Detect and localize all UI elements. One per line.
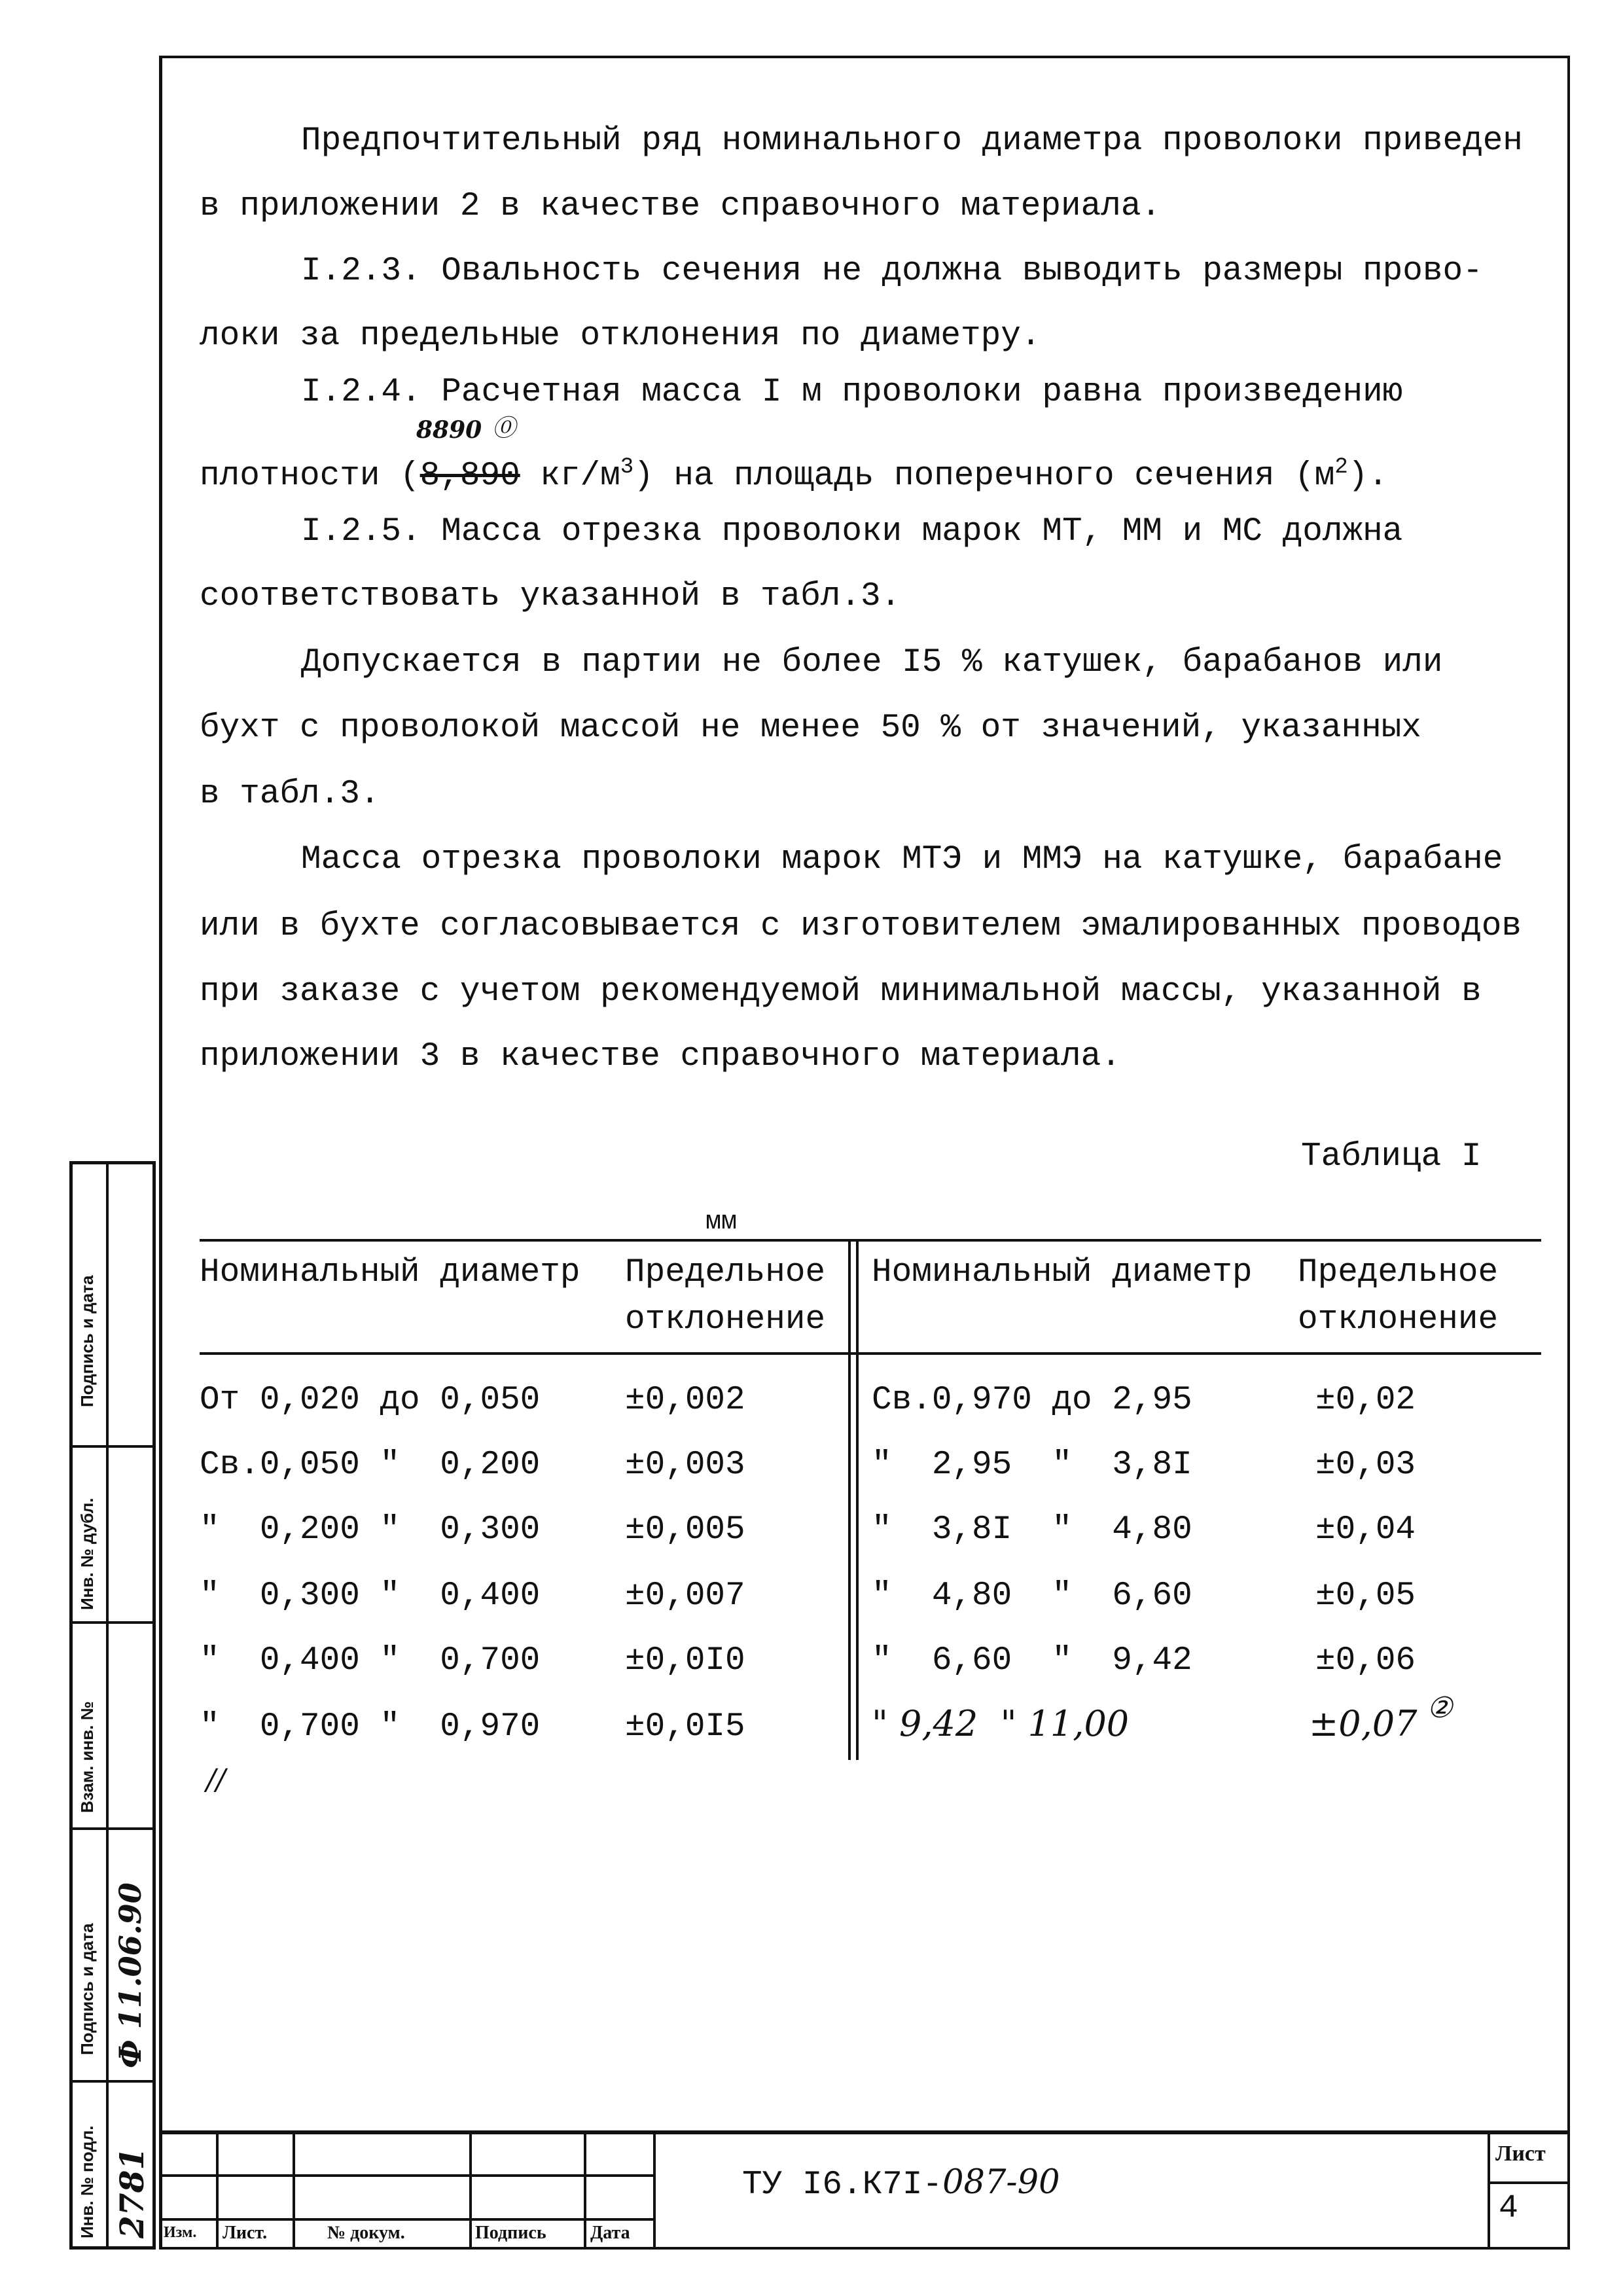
header-deviation: отклонение (625, 1301, 826, 1338)
paragraph-line: Предпочтительный ряд номинального диаметра проволоки приведен (301, 122, 1523, 160)
handwritten-signature-date: Ф 11.06.90 (113, 1882, 148, 2068)
text: плотности ( (200, 457, 420, 495)
table-cell-deviation: ±0,002 (625, 1382, 745, 1419)
table-cell-diameter: " 3,8I " 4,80 (872, 1511, 1192, 1549)
paragraph-line: I.2.5. Масса отрезка проволоки марок МТ, ММ и МС должна (301, 513, 1403, 550)
header-deviation: отклонение (1298, 1301, 1499, 1338)
paragraph-line: в табл.3. (200, 776, 380, 813)
table-cell-deviation: ±0,02 (1315, 1382, 1416, 1419)
table-cell-deviation-handwritten: ±0,07 (1309, 1703, 1418, 1744)
paragraph-line: при заказе с учетом рекомендуемой минимальной массы, указанной в (200, 973, 1482, 1011)
table-cell-diameter: " 2,95 " 3,8I (872, 1446, 1192, 1484)
divider (69, 1621, 156, 1624)
divider (69, 1445, 156, 1448)
divider (293, 2132, 295, 2250)
table-header-rule (200, 1352, 1541, 1355)
handwritten-correction: 8890 (416, 416, 482, 444)
table-cell-diameter: " 0,400 " 0,700 (200, 1642, 541, 1679)
text: ). (1347, 457, 1388, 495)
table-cell-deviation: ±0,007 (625, 1577, 745, 1615)
stamp-label: Взам. инв. № (77, 1701, 97, 1813)
divider (69, 2080, 156, 2083)
designation-handwritten: 087-90 (942, 2163, 1060, 2202)
table-cell-deviation: ±0,06 (1315, 1642, 1416, 1679)
table-cell-deviation: ±0,03 (1315, 1446, 1416, 1484)
divider (69, 1827, 156, 1830)
paragraph-line: или в бухте согласовывается с изготовителем эмалированных проводов (200, 908, 1522, 945)
table-cell-deviation: ±0,003 (625, 1446, 745, 1484)
table-cell-diameter: От 0,020 до 0,050 (200, 1382, 541, 1419)
table-cell-deviation: ±0,05 (1315, 1577, 1416, 1615)
paragraph-line: I.2.3. Овальность сечения не должна выводить размеры прово- (301, 253, 1483, 290)
paragraph-line: приложении 3 в качестве справочного материала. (200, 1038, 1121, 1075)
table-cell-diameter: " 6,60 " 9,42 (872, 1642, 1192, 1679)
divider (1488, 2181, 1570, 2184)
table-cell-diameter: " 0,300 " 0,400 (200, 1577, 541, 1615)
col-izm: Изм. (164, 2224, 197, 2241)
table-cell-deviation: ±0,005 (625, 1511, 745, 1549)
table-cell-diameter: " 0,200 " 0,300 (200, 1511, 541, 1549)
divider (469, 2132, 472, 2250)
paragraph-line: Допускается в партии не более I5 % катушек, барабанов или (301, 644, 1443, 681)
title-block-top (159, 2130, 1570, 2134)
col-list: Лист. (223, 2223, 268, 2243)
change-mark: ② (1427, 1691, 1453, 1725)
col-date: Дата (590, 2223, 630, 2243)
divider (584, 2132, 586, 2250)
paragraph-line: бухт с проволокой массой не менее 50 % от значений, указанных (200, 709, 1421, 747)
table-cell-deviation: ±0,0I0 (625, 1642, 745, 1679)
header-nominal-diameter: Номинальный диаметр (200, 1254, 580, 1291)
divider (653, 2132, 656, 2250)
paragraph-line: Масса отрезка проволоки марок МТЭ и ММЭ на катушке, барабане (301, 841, 1503, 878)
superscript: 2 (1334, 455, 1348, 480)
stamp-label: Инв. № подл. (77, 2125, 97, 2238)
designation-typed: ТУ I6.К7I- (742, 2166, 943, 2204)
struck-value: 8,890 (419, 457, 520, 495)
col-doc-no: № докум. (327, 2223, 405, 2243)
sheet-label: Лист (1495, 2142, 1546, 2166)
ditto-mark: // (206, 1763, 226, 1797)
sheet-number: 4 (1499, 2190, 1519, 2227)
table-cell-diameter: Св.0,970 до 2,95 (872, 1382, 1192, 1419)
superscript: 3 (620, 455, 634, 480)
divider (159, 2218, 654, 2221)
paragraph-line: в приложении 2 в качестве справочного материала. (200, 188, 1162, 225)
table-cell-diameter: " 0,700 " 0,970 (200, 1708, 541, 1746)
paragraph-line: соответствовать указанной в табл.3. (200, 578, 901, 615)
header-nominal-diameter: Номинальный диаметр (872, 1254, 1253, 1291)
table-unit: мм (705, 1208, 738, 1237)
table-double-rule (856, 1239, 859, 1760)
text: ) на площадь поперечного сечения (м (633, 457, 1335, 495)
table-top-rule (200, 1239, 1541, 1242)
table-cell-deviation: ±0,04 (1315, 1511, 1416, 1549)
paragraph-line: локи за предельные отклонения по диаметру. (200, 317, 1041, 355)
paragraph-line: I.2.4. Расчетная масса I м проволоки равна произведению (301, 374, 1403, 411)
table-double-rule (848, 1239, 851, 1760)
document-designation (742, 2163, 1060, 2205)
divider (1488, 2132, 1490, 2250)
table-caption: Таблица I (1301, 1138, 1482, 1175)
correction-mark: ⓪ (492, 415, 516, 442)
handwritten-inventory-number: 2781 (113, 2147, 151, 2238)
table-cell-diameter-handwritten: " 9,42 " 11,00 (872, 1703, 1130, 1744)
paragraph-line (200, 448, 1388, 496)
header-deviation: Предельное (1298, 1254, 1499, 1291)
text: кг/м (520, 457, 620, 495)
stamp-label: Инв. № дубл. (77, 1498, 97, 1610)
stamp-label: Подпись и дата (77, 1923, 97, 2055)
header-deviation: Предельное (625, 1254, 826, 1291)
divider (106, 1161, 109, 2250)
divider (159, 2174, 654, 2177)
stamp-label: Подпись и дата (77, 1275, 97, 1407)
table-cell-diameter: " 4,80 " 6,60 (872, 1577, 1192, 1615)
table-cell-deviation: ±0,0I5 (625, 1708, 745, 1746)
table-cell-diameter: Св.0,050 " 0,200 (200, 1446, 541, 1484)
divider (216, 2132, 219, 2250)
col-signature: Подпись (475, 2223, 546, 2243)
